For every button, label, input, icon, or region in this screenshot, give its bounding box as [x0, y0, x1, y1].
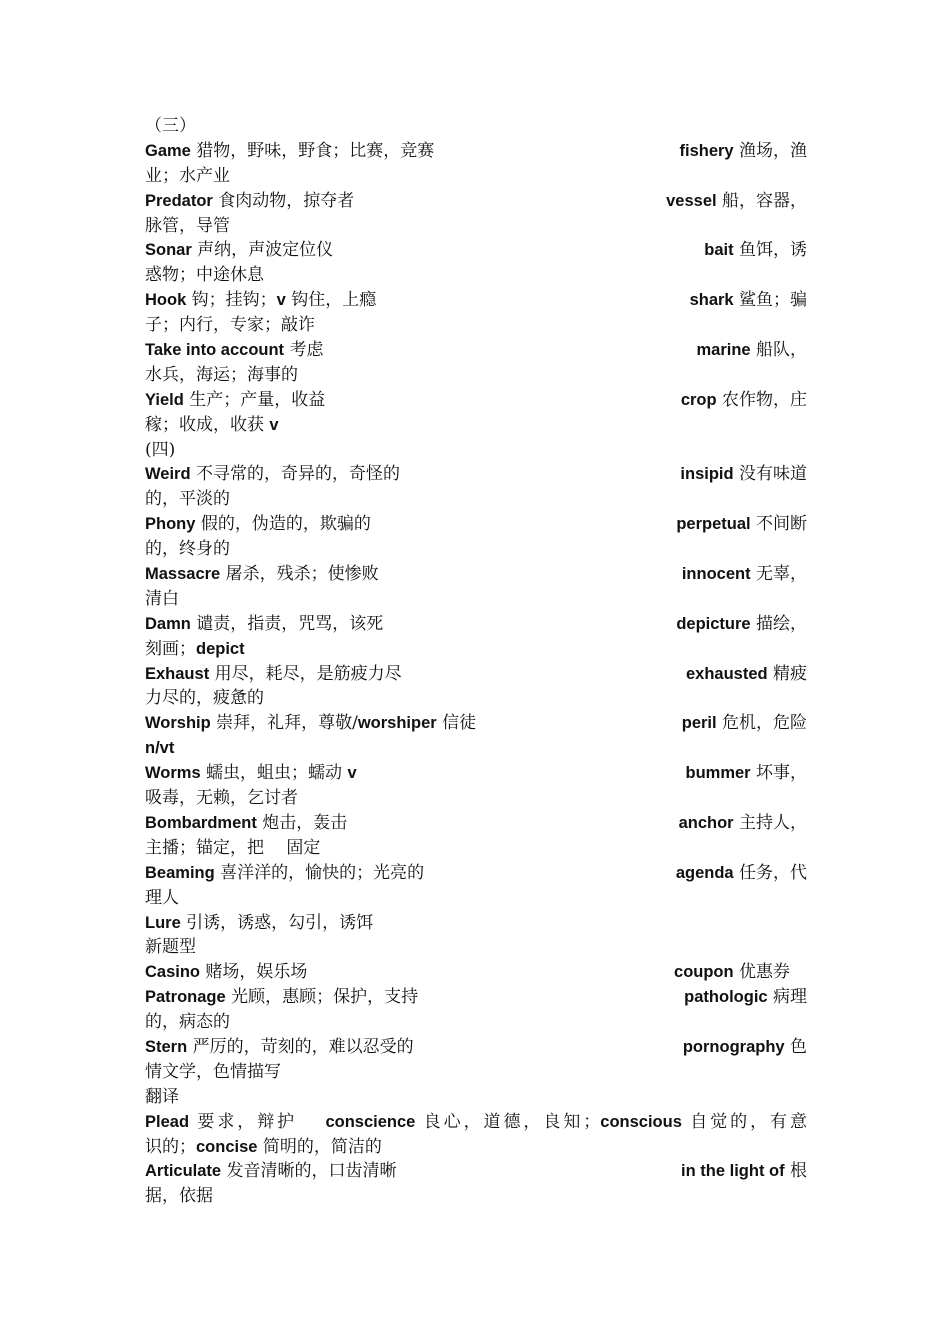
definition-text: （三） — [145, 116, 196, 136]
line-left — [145, 340, 323, 360]
line-right-entry — [685, 761, 807, 786]
text-line — [145, 1110, 807, 1135]
definition-text: 船队， — [750, 340, 807, 361]
line-left — [145, 713, 476, 733]
definition-text: 渔场，渔 — [733, 140, 807, 161]
text-line — [145, 438, 807, 463]
definition-text: 赌场，娱乐场 — [200, 962, 308, 983]
text-line — [145, 1085, 807, 1110]
definition-text: 吸毒，无赖，乞讨者 — [145, 788, 298, 809]
vocab-term: pornography — [682, 1037, 785, 1056]
text-line — [145, 164, 807, 189]
text-line — [145, 836, 807, 861]
definition-text: 情文学，色情描写 — [145, 1061, 281, 1082]
text-line — [145, 1060, 807, 1085]
definition-text: 引诱，诱惑，勾引，诱饵 — [180, 912, 374, 933]
text-line — [145, 587, 807, 612]
text-line — [145, 512, 807, 537]
line-left — [145, 888, 179, 908]
line-left — [145, 440, 175, 460]
definition-text: 钩住，上瘾 — [285, 290, 377, 311]
text-line — [145, 985, 807, 1010]
vocab-term: innocent — [681, 565, 751, 584]
vocab-term: v — [276, 291, 286, 310]
line-left — [145, 614, 383, 634]
line-left — [145, 688, 264, 708]
definition-text: 精疲 — [767, 663, 807, 684]
definition-text: 色 — [784, 1036, 807, 1057]
line-left — [145, 838, 320, 858]
definition-text: 猎物，野味，野食；比赛，竞赛 — [190, 140, 435, 161]
definition-text: 描绘， — [750, 613, 807, 634]
line-left — [145, 464, 400, 484]
text-line — [145, 686, 807, 711]
definition-text: 要求，辩护 — [189, 1111, 326, 1132]
text-line — [145, 711, 807, 736]
text-line — [145, 761, 807, 786]
definition-text: 没有味道 — [733, 464, 807, 485]
vocab-term: crop — [680, 390, 717, 409]
line-left — [145, 962, 307, 982]
line-left — [145, 415, 279, 435]
definition-text: 农作物，庄 — [716, 389, 807, 410]
definition-text: 业；水产业 — [145, 165, 230, 186]
vocab-term: anchor — [678, 813, 734, 832]
line-left — [145, 564, 379, 584]
vocab-term: Yield — [145, 390, 184, 409]
definition-text: 生产；产量，收益 — [183, 389, 326, 410]
definition-text: 根 — [784, 1161, 807, 1182]
line-left — [145, 1161, 397, 1181]
text-line — [145, 1159, 807, 1184]
definition-text: 蠕虫，蛆虫；蠕动 — [200, 763, 348, 784]
vocab-term: worshiper — [357, 714, 437, 733]
line-right-entry — [676, 512, 807, 537]
vocab-term: marine — [696, 341, 751, 360]
definition-text: 主持人， — [733, 812, 807, 833]
vocab-term: Plead — [145, 1112, 190, 1131]
text-line — [145, 637, 807, 662]
vocab-term: shark — [689, 291, 734, 310]
line-left — [145, 390, 325, 410]
vocab-term: Weird — [145, 465, 191, 484]
line-left — [145, 141, 434, 161]
definition-text: 新题型 — [145, 937, 196, 958]
text-line — [145, 139, 807, 164]
definition-text: 的，平淡的 — [145, 489, 230, 510]
definition-text: 坏事， — [750, 763, 807, 784]
line-left — [145, 365, 298, 385]
vocab-term: Stern — [145, 1037, 188, 1056]
text-line — [145, 960, 807, 985]
definition-text: 任务，代 — [733, 862, 807, 883]
definition-text: 识的； — [145, 1136, 196, 1157]
vocab-term: concise — [196, 1137, 258, 1156]
text-line — [145, 238, 807, 263]
definition-text: 发音清晰的，口齿清晰 — [221, 1161, 397, 1182]
line-left — [145, 1062, 281, 1082]
line-right-entry — [682, 562, 807, 587]
vocab-term: Hook — [145, 291, 187, 310]
definition-text: 崇拜，礼拜，尊敬/ — [210, 713, 358, 734]
line-right-entry — [681, 388, 807, 413]
text-line — [145, 736, 807, 761]
vocab-term: Phony — [145, 515, 196, 534]
line-left — [145, 639, 245, 659]
vocab-term: Worship — [145, 714, 211, 733]
line-left — [145, 664, 402, 684]
line-left — [145, 290, 376, 310]
line-right-entry — [704, 238, 807, 263]
vocab-term: pathologic — [684, 988, 768, 1007]
vocab-term: agenda — [675, 863, 734, 882]
definition-text: 鱼饵，诱 — [733, 240, 807, 261]
vocab-term: Patronage — [145, 988, 226, 1007]
definition-text: 刻画； — [145, 638, 196, 659]
line-right-entry — [696, 338, 807, 363]
line-left — [145, 937, 196, 957]
line-left — [145, 1037, 414, 1057]
definition-text: 据，依据 — [145, 1186, 213, 1207]
text-line — [145, 886, 807, 911]
text-line — [145, 861, 807, 886]
vocab-term: Damn — [145, 614, 191, 633]
text-line — [145, 612, 807, 637]
definition-text: 喜洋洋的，愉快的；光亮的 — [214, 862, 425, 883]
definition-text: 考虑 — [284, 340, 324, 361]
line-left — [145, 763, 357, 783]
line-left — [145, 1186, 213, 1206]
vocab-term: depicture — [676, 614, 751, 633]
line-left — [145, 514, 371, 534]
definition-text: 谴责，指责，咒骂，该死 — [190, 613, 384, 634]
definition-text: 假的，伪造的，欺骗的 — [195, 514, 371, 535]
definition-text: 翻译 — [145, 1086, 179, 1107]
text-line — [145, 114, 807, 139]
line-left — [145, 489, 230, 509]
text-line — [145, 313, 807, 338]
line-right-entry — [686, 662, 807, 687]
definition-text: 清白 — [145, 588, 179, 609]
line-right-entry — [681, 1159, 807, 1184]
vocabulary-list — [145, 114, 807, 1209]
vocab-term: fishery — [679, 141, 734, 160]
line-left — [145, 987, 418, 1007]
definition-text: 理人 — [145, 887, 179, 908]
definition-text: 病理 — [767, 987, 807, 1008]
text-line — [145, 363, 807, 388]
vocab-term: bait — [704, 241, 734, 260]
vocab-term: Bombardment — [145, 813, 257, 832]
vocab-term: n/vt — [145, 739, 175, 758]
text-line — [145, 214, 807, 239]
text-line — [145, 911, 807, 936]
definition-text: 严厉的，苛刻的，难以忍受的 — [187, 1036, 414, 1057]
vocab-term: Game — [145, 141, 191, 160]
vocab-term: coupon — [674, 963, 734, 982]
line-left — [145, 1087, 179, 1107]
definition-text: 惑物；中途休息 — [145, 265, 264, 286]
text-line — [145, 413, 807, 438]
line-left — [145, 1012, 230, 1032]
definition-text: 脉管，导管 — [145, 215, 230, 236]
vocab-term: v — [269, 415, 279, 434]
line-right-entry — [683, 1035, 807, 1060]
text-line — [145, 338, 807, 363]
definition-text: 钩；挂钩； — [186, 290, 277, 311]
vocab-term: conscience — [325, 1112, 416, 1131]
line-left — [145, 265, 264, 285]
text-line — [145, 537, 807, 562]
definition-text: 声纳，声波定位仪 — [191, 240, 334, 261]
line-left — [145, 315, 315, 335]
line-left — [145, 589, 179, 609]
text-line — [145, 811, 807, 836]
definition-text: 船，容器， — [716, 190, 807, 211]
text-line — [145, 462, 807, 487]
line-left — [145, 813, 347, 833]
line-left — [145, 1112, 807, 1132]
definition-text: 主播；锚定，把 固定 — [145, 837, 321, 858]
vocab-term: bummer — [685, 764, 751, 783]
definition-text: 用尽，耗尽，是筋疲力尽 — [209, 663, 402, 684]
text-line — [145, 786, 807, 811]
definition-text: 危机，危险 — [716, 713, 807, 734]
definition-text: 稼；收成，收获 — [145, 414, 270, 435]
text-line — [145, 1184, 807, 1209]
line-right-entry — [679, 811, 807, 836]
vocab-term: insipid — [680, 465, 734, 484]
text-line — [145, 662, 807, 687]
vocab-term: Take into account — [145, 341, 285, 360]
vocab-term: perpetual — [676, 515, 751, 534]
definition-text: 信徒 — [436, 713, 477, 734]
vocab-term: Casino — [145, 963, 201, 982]
definition-text: 的，终身的 — [145, 539, 230, 560]
definition-text: 简明的，简洁的 — [257, 1136, 382, 1157]
line-left — [145, 191, 354, 211]
text-line — [145, 1035, 807, 1060]
text-line — [145, 562, 807, 587]
line-right-entry — [676, 861, 807, 886]
definition-text: 光顾，惠顾；保护，支持 — [225, 987, 419, 1008]
definition-text: 食肉动物，掠夺者 — [212, 190, 355, 211]
text-line — [145, 1135, 807, 1160]
definition-text: 优惠券 — [733, 962, 807, 983]
text-line — [145, 288, 807, 313]
text-line — [145, 263, 807, 288]
vocab-term: Predator — [145, 191, 213, 210]
text-line — [145, 935, 807, 960]
line-left — [145, 166, 230, 186]
vocab-term: vessel — [666, 191, 717, 210]
line-left — [145, 1137, 382, 1157]
definition-text: 炮击，轰击 — [256, 812, 348, 833]
text-line — [145, 487, 807, 512]
line-left — [145, 738, 174, 758]
line-left — [145, 539, 230, 559]
definition-text: 不寻常的，奇异的，奇怪的 — [190, 464, 400, 485]
definition-text: 水兵，海运；海事的 — [145, 364, 298, 385]
line-right-entry — [684, 985, 807, 1010]
line-left — [145, 788, 298, 808]
text-line — [145, 189, 807, 214]
vocab-term: Lure — [145, 913, 181, 932]
definition-text: (四) — [145, 439, 176, 460]
definition-text: 鲨鱼；骗 — [733, 290, 807, 311]
line-right-entry — [676, 612, 807, 637]
line-left — [145, 240, 333, 260]
vocab-term: in the light of — [681, 1162, 785, 1181]
definition-text: 的，病态的 — [145, 1012, 230, 1033]
line-right-entry — [690, 288, 807, 313]
line-right-entry — [682, 711, 807, 736]
line-right-entry — [679, 139, 807, 164]
line-left — [145, 913, 373, 933]
text-line — [145, 388, 807, 413]
definition-text: 无辜， — [750, 564, 807, 585]
vocab-term: Worms — [145, 764, 201, 783]
vocab-term: Sonar — [145, 241, 192, 260]
definition-text: 良心，道德，良知； — [415, 1111, 601, 1132]
definition-text: 不间断 — [750, 514, 807, 535]
line-left — [145, 116, 196, 136]
line-right-entry — [666, 189, 807, 214]
vocab-term: exhausted — [685, 664, 768, 683]
vocab-term: Beaming — [145, 863, 215, 882]
definition-text: 自觉的，有意 — [681, 1111, 807, 1132]
vocab-term: depict — [196, 639, 245, 658]
text-line — [145, 1010, 807, 1035]
line-right-entry — [680, 462, 807, 487]
vocab-term: Articulate — [145, 1162, 222, 1181]
line-right-entry — [674, 960, 807, 985]
vocab-term: v — [347, 764, 357, 783]
definition-text: 屠杀，残杀；使惨败 — [220, 564, 379, 585]
definition-text: 力尽的，疲惫的 — [145, 688, 264, 709]
definition-text: 子；内行，专家；敲诈 — [145, 315, 315, 336]
vocab-term: Massacre — [145, 565, 221, 584]
vocab-term: peril — [681, 714, 717, 733]
vocab-term: conscious — [600, 1112, 682, 1131]
line-left — [145, 216, 230, 236]
line-left — [145, 863, 424, 883]
vocab-term: Exhaust — [145, 664, 210, 683]
